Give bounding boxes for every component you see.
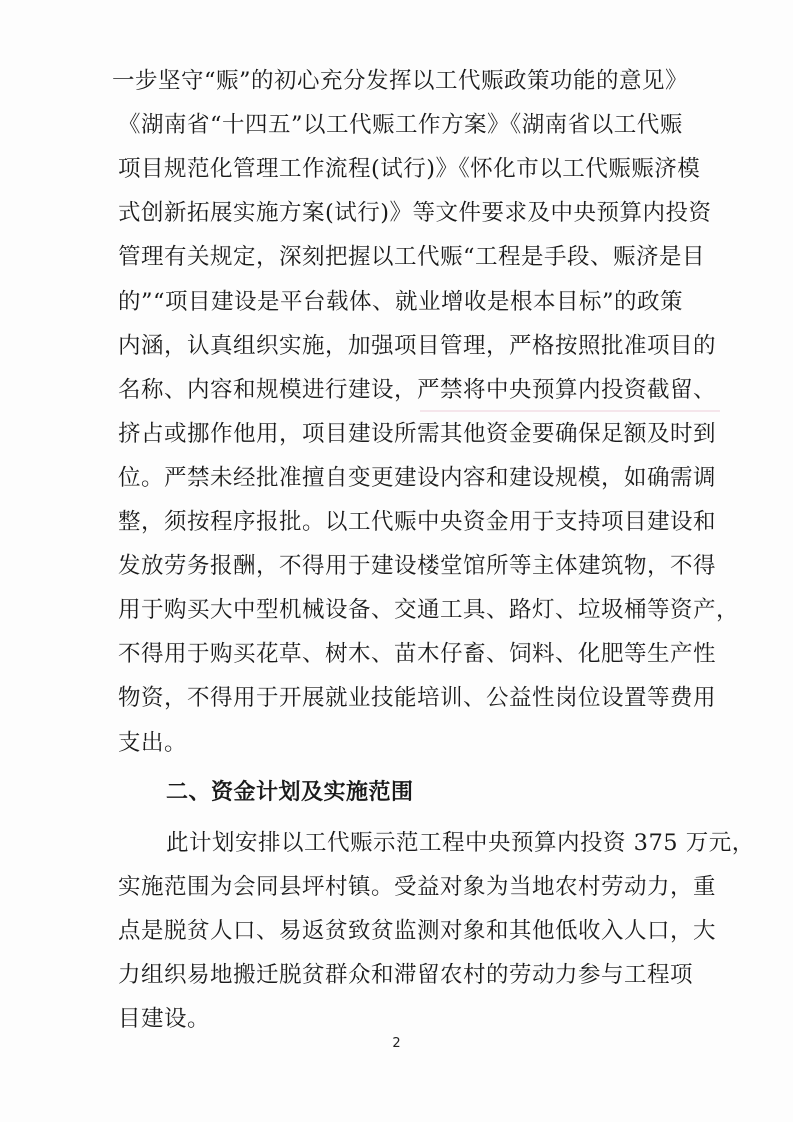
bleed-through-rule xyxy=(420,410,720,412)
text-line-15: 物资，不得用于开展就业技能培训、公益性岗位设置等费用 xyxy=(118,685,717,711)
text-line-16: 支出。 xyxy=(118,730,188,756)
paragraph2-line-5: 目建设。 xyxy=(118,1006,211,1033)
text-line-9: 挤占或挪作他用，项目建设所需其他资金要确保足额及时到 xyxy=(118,421,717,447)
text-line-7: 内涵，认真组织实施，加强项目管理，严格按照批准项目的 xyxy=(118,333,717,359)
text-line-5: 管理有关规定，深刻把握以工代赈“工程是手段、赈济是目 xyxy=(118,244,706,270)
text-line-13: 用于购买大中型机械设备、交通工具、路灯、垃圾桶等资产， xyxy=(118,597,740,623)
text-line-3: 项目规范化管理工作流程(试行)》《怀化市以工代赈赈济模 xyxy=(118,156,701,182)
text-line-1: 一步坚守“赈”的初心充分发挥以工代赈政策功能的意见》 xyxy=(112,68,689,94)
text-line-11: 整，须按程序报批。以工代赈中央资金用于支持项目建设和 xyxy=(118,509,717,535)
text-line-8: 名称、内容和规模进行建设，严禁将中央预算内投资截留、 xyxy=(118,377,717,403)
text-line-2: 《湖南省“十四五”以工代赈工作方案》《湖南省以工代赈 xyxy=(118,112,683,138)
text-line-10: 位。严禁未经批准擅自变更建设内容和建设规模，如确需调 xyxy=(118,465,717,491)
text-line-6: 的”“项目建设是平台载体、就业增收是根本目标”的政策 xyxy=(118,289,684,315)
paragraph2-line-3: 点是脱贫人口、易返贫致贫监测对象和其他低收入人口，大 xyxy=(118,918,717,945)
text-line-12: 发放劳务报酬，不得用于建设楼堂馆所等主体建筑物，不得 xyxy=(118,553,717,579)
text-line-4: 式创新拓展实施方案(试行)》等文件要求及中央预算内投资 xyxy=(118,200,712,226)
text-line-14: 不得用于购买花草、树木、苗木仔畜、饲料、化肥等生产性 xyxy=(118,641,717,667)
paragraph2-line-1: 此计划安排以工代赈示范工程中央预算内投资 375 万元， xyxy=(166,830,755,856)
page-number: 2 xyxy=(392,1036,401,1051)
section-heading: 二、资金计划及实施范围 xyxy=(166,780,414,805)
paragraph2-line-4: 力组织易地搬迁脱贫群众和滞留农村的劳动力参与工程项 xyxy=(118,962,694,989)
paragraph2-line-2: 实施范围为会同县坪村镇。受益对象为当地农村劳动力，重 xyxy=(118,874,717,901)
